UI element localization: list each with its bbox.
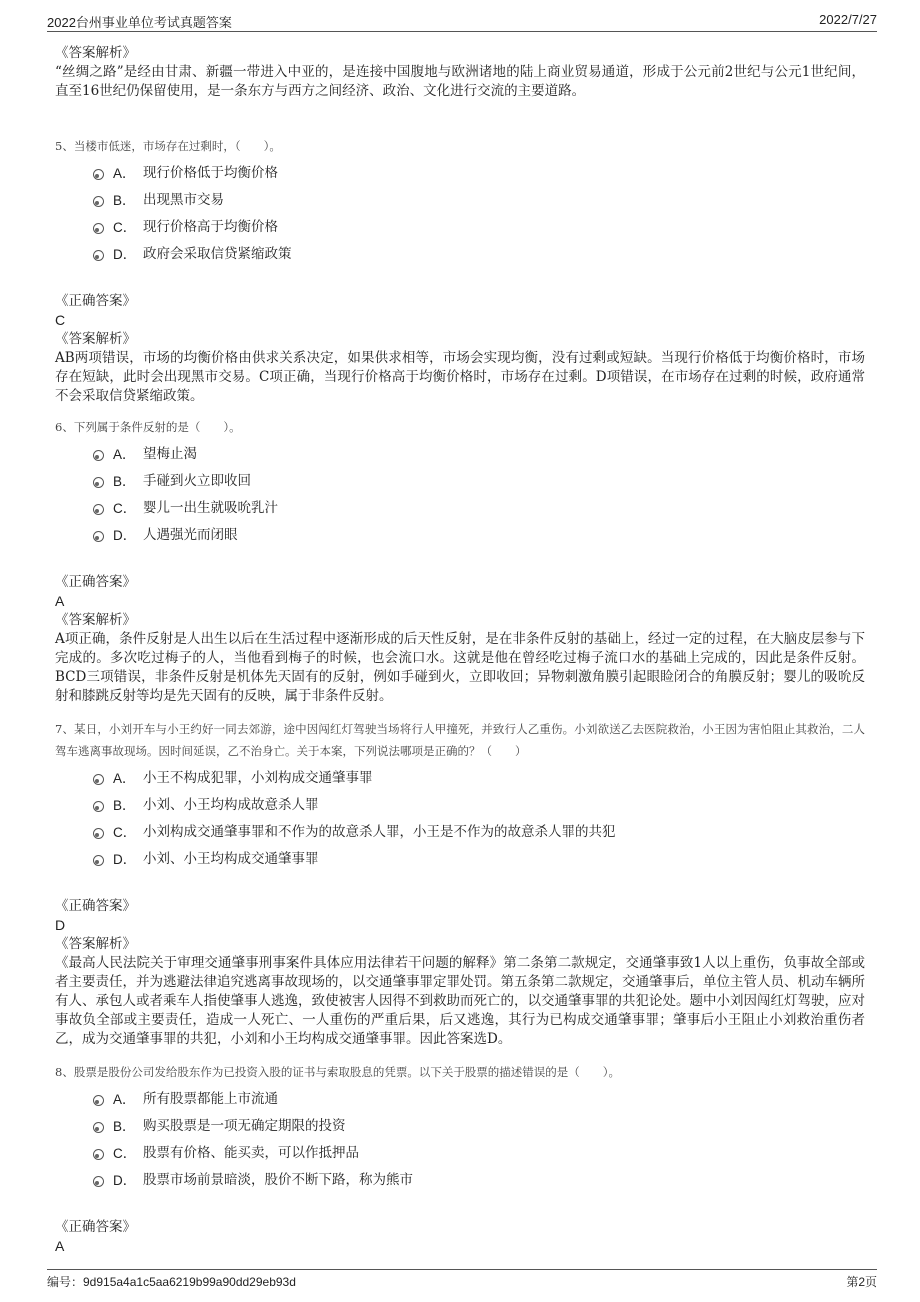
option-text: 手碰到火立即收回 xyxy=(143,473,251,489)
option-list xyxy=(93,160,865,268)
option-text: 人遇强光而闭眼 xyxy=(143,527,238,543)
question-5 xyxy=(55,135,865,406)
radio-icon[interactable] xyxy=(93,196,104,207)
option-b[interactable] xyxy=(93,468,865,495)
option-letter: B． xyxy=(113,193,136,208)
question-stem: 7、某日，小刘开车与小王约好一同去郊游，途中因闯红灯驾驶当场将行人甲撞死，并致行人乙重伤。小刘欲送乙去医院救治，小王因为害怕阻止其救治，二人驾车逃离事故现场。因时间延误，乙不治身亡。关于本案，下列说法哪项是正确的？（ ） xyxy=(55,722,865,758)
answer-block xyxy=(55,292,865,406)
option-list xyxy=(93,765,865,873)
option-list xyxy=(93,1086,865,1194)
analysis-text: A项正确，条件反射是人出生以后在生活过程中逐渐形成的后天性反射，是在非条件反射的基础上，经过一定的过程，在大脑皮层参与下完成的。多次吃过梅子的人，当他看到梅子的时候，也会流口水。这就是他在曾经吃过梅子流口水的基础上完成的，因此是条件反射。BCD三项错误，非条件反射是机体先天固有的反射，例如手碰到火，立即收回；异物刺激角膜引起眼睑闭合的角膜反射；婴儿的吸吮反射和膝跳反射等均是先天固有的反映，属于非条件反射。 xyxy=(55,631,865,704)
option-letter: A． xyxy=(113,447,136,462)
option-a[interactable] xyxy=(93,1086,865,1113)
option-text: 出现黑市交易 xyxy=(143,192,224,208)
correct-answer-label: 《正确答案》 xyxy=(55,574,136,590)
top-analysis-block xyxy=(55,44,865,101)
question-6 xyxy=(55,416,865,706)
analysis-label: 《答案解析》 xyxy=(55,612,136,628)
option-c[interactable] xyxy=(93,214,865,241)
option-text: 股票有价格、能买卖，可以作抵押品 xyxy=(143,1145,359,1161)
correct-answer-label: 《正确答案》 xyxy=(55,293,136,309)
option-list xyxy=(93,441,865,549)
answer-block xyxy=(55,897,865,1049)
radio-icon[interactable] xyxy=(93,169,104,180)
document-code: 编号：9d915a4a1c5aa6219b99a90dd29eb93d xyxy=(47,1275,296,1289)
radio-icon[interactable] xyxy=(93,828,104,839)
option-text: 股票市场前景暗淡，股价不断下路，称为熊市 xyxy=(143,1172,413,1188)
correct-answer: A xyxy=(55,1238,65,1254)
option-c[interactable] xyxy=(93,819,865,846)
correct-answer-label: 《正确答案》 xyxy=(55,1219,136,1235)
option-text: 购买股票是一项无确定期限的投资 xyxy=(143,1118,346,1134)
option-d[interactable] xyxy=(93,1167,865,1194)
radio-icon[interactable] xyxy=(93,1122,104,1133)
analysis-text: “丝绸之路”是经由甘肃、新疆一带进入中亚的，是连接中国腹地与欧洲诸地的陆上商业贸易通道，形成于公元前2世纪与公元1世纪间，直至16世纪仍保留使用，是一条东方与西方之间经济、政治、文化进行交流的主要道路。 xyxy=(55,64,865,99)
option-d[interactable] xyxy=(93,241,865,268)
radio-icon[interactable] xyxy=(93,774,104,785)
option-a[interactable] xyxy=(93,441,865,468)
radio-icon[interactable] xyxy=(93,223,104,234)
option-letter: B． xyxy=(113,798,136,813)
option-letter: D． xyxy=(113,247,137,262)
option-a[interactable] xyxy=(93,160,865,187)
option-text: 小刘、小王均构成故意杀人罪 xyxy=(143,797,319,813)
option-text: 婴儿一出生就吸吮乳汁 xyxy=(143,500,278,516)
option-letter: C． xyxy=(113,825,137,840)
option-letter: A． xyxy=(113,771,136,786)
option-letter: A． xyxy=(113,166,136,181)
option-text: 现行价格高于均衡价格 xyxy=(143,219,278,235)
document-date: 2022/7/27 xyxy=(819,12,877,27)
option-b[interactable] xyxy=(93,792,865,819)
question-stem: 5、当楼市低迷，市场存在过剩时，（ ）。 xyxy=(55,139,281,153)
radio-icon[interactable] xyxy=(93,250,104,261)
option-text: 小王不构成犯罪，小刘构成交通肇事罪 xyxy=(143,770,373,786)
option-letter: A． xyxy=(113,1092,136,1107)
radio-icon[interactable] xyxy=(93,477,104,488)
question-stem: 6、下列属于条件反射的是（ ）。 xyxy=(55,420,241,434)
option-d[interactable] xyxy=(93,522,865,549)
radio-icon[interactable] xyxy=(93,855,104,866)
page-number: 第2页 xyxy=(846,1275,877,1289)
option-text: 现行价格低于均衡价格 xyxy=(143,165,278,181)
option-text: 政府会采取信贷紧缩政策 xyxy=(143,246,292,262)
analysis-label: 《答案解析》 xyxy=(55,45,136,61)
radio-icon[interactable] xyxy=(93,801,104,812)
footer-divider xyxy=(47,1269,877,1270)
analysis-text: 《最高人民法院关于审理交通肇事刑事案件具体应用法律若干问题的解释》第二条第二款规定，交通肇事致1人以上重伤，负事故全部或者主要责任，并为逃避法律追究逃离事故现场的，以交通肇事罪定罪处罚。第五条第二款规定，交通肇事后，单位主管人员、机动车辆所有人、承包人或者乘车人指使肇事人逃逸，致使被害人因得不到救助而死亡的，以交通肇事罪的共犯论处。题中小刘因闯红灯驾驶，应对事故负全部或主要责任，造成一人死亡、一人重伤的严重后果，后又逃逸，其行为已构成交通肇事罪；肇事后小王阻止小刘救治重伤者乙，成为交通肇事罪的共犯，小刘和小王均构成交通肇事罪。因此答案选D。 xyxy=(55,955,865,1047)
correct-answer: C xyxy=(55,312,66,328)
option-a[interactable] xyxy=(93,765,865,792)
option-letter: B． xyxy=(113,1119,136,1134)
question-7 xyxy=(55,718,865,1049)
option-c[interactable] xyxy=(93,495,865,522)
option-letter: C． xyxy=(113,501,137,516)
correct-answer: D xyxy=(55,917,66,933)
option-letter: B． xyxy=(113,474,136,489)
option-text: 小刘、小王均构成交通肇事罪 xyxy=(143,851,319,867)
option-text: 望梅止渴 xyxy=(143,446,197,462)
option-c[interactable] xyxy=(93,1140,865,1167)
radio-icon[interactable] xyxy=(93,531,104,542)
option-letter: D． xyxy=(113,528,137,543)
question-8 xyxy=(55,1061,865,1256)
option-b[interactable] xyxy=(93,187,865,214)
question-stem: 8、股票是股份公司发给股东作为已投资入股的证书与索取股息的凭票。以下关于股票的描述错误的是（ ）。 xyxy=(55,1065,621,1079)
page-footer xyxy=(47,1273,877,1293)
option-b[interactable] xyxy=(93,1113,865,1140)
option-letter: C． xyxy=(113,220,137,235)
radio-icon[interactable] xyxy=(93,450,104,461)
option-text: 所有股票都能上市流通 xyxy=(143,1091,278,1107)
answer-block xyxy=(55,573,865,706)
page-content xyxy=(55,44,865,1256)
correct-answer-label: 《正确答案》 xyxy=(55,898,136,914)
analysis-label: 《答案解析》 xyxy=(55,331,136,347)
option-text: 小刘构成交通肇事罪和不作为的故意杀人罪，小王是不作为的故意杀人罪的共犯 xyxy=(143,824,616,840)
header-divider xyxy=(47,31,877,32)
document-title: 2022台州事业单位考试真题答案 xyxy=(47,15,232,30)
option-letter: C． xyxy=(113,1146,137,1161)
analysis-label: 《答案解析》 xyxy=(55,936,136,952)
correct-answer: A xyxy=(55,593,65,609)
answer-block xyxy=(55,1218,865,1256)
radio-icon[interactable] xyxy=(93,504,104,515)
analysis-text: AB两项错误，市场的均衡价格由供求关系决定，如果供求相等，市场会实现均衡，没有过剩或短缺。当现行价格低于均衡价格时，市场存在短缺，此时会出现黑市交易。C项正确，当现行价格高于均衡价格时，市场存在过剩。D项错误，在市场存在过剩的时候，政府通常不会采取信贷紧缩政策。 xyxy=(55,350,865,404)
option-letter: D． xyxy=(113,852,137,867)
radio-icon[interactable] xyxy=(93,1176,104,1187)
radio-icon[interactable] xyxy=(93,1095,104,1106)
option-d[interactable] xyxy=(93,846,865,873)
radio-icon[interactable] xyxy=(93,1149,104,1160)
option-letter: D． xyxy=(113,1173,137,1188)
